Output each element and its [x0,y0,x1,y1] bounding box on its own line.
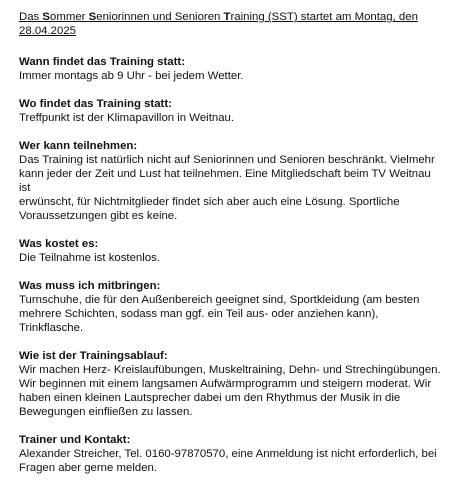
headline-initial: T [223,11,231,23]
headline-initial: S [42,11,51,23]
sections-container [19,55,445,475]
section-line: Die Teilnahme ist kostenlos. [19,252,160,264]
headline-initial: S [88,11,97,23]
section-line: haben einen kleinen Lautsprecher dabei um den Rhythmus der Musik in die [19,392,401,404]
section-line: Wir beginnen mit einem langsamen Aufwärmprogramm und steigern moderat. Wir [19,378,432,390]
section-line: Das Training ist natürlich nicht auf Seniorinnen und Senioren beschränkt. Vielmehr [19,154,435,166]
headline-date: 28.04.2025 [19,25,77,37]
section-line: mehrere Schichten, sodass man ggf. ein Teil aus- oder anziehen kann), Trinkflasche. [19,308,379,334]
section [19,237,445,265]
section-title: Wie ist der Trainingsablauf: [19,350,168,362]
section [19,433,445,475]
section-title: Was muss ich mitbringen: [19,280,161,292]
section-line: Treffpunkt ist der Klimapavillon in Weitnau. [19,112,235,124]
section [19,55,445,83]
section [19,349,445,419]
headline-text: raining (SST) startet am Montag, den [230,11,418,23]
section-title: Wo findet das Training statt: [19,98,172,110]
section [19,97,445,125]
section-line: Alexander Streicher, Tel. 0160-97870570, eine Anmeldung ist nicht erforderlich, bei [19,448,437,460]
section-line: Immer montags ab 9 Uhr - bei jedem Wetter. [19,70,244,82]
section-line: erwünscht, für Nichtmitglieder findet sich aber auch eine Lösung. Sportliche [19,196,400,208]
headline-text: ommer [50,11,89,23]
headline-line-1 [19,11,418,23]
section-title: Trainer und Kontakt: [19,434,131,446]
section-body [19,251,445,265]
headline-text: Das [19,11,43,23]
section-title: Wann findet das Training statt: [19,56,186,68]
section-body [19,293,445,335]
section-body [19,111,445,125]
section [19,139,445,223]
document-headline [19,10,445,38]
section-line: kann jeder der Zeit und Lust hat teilnehmen. Eine Mitgliedschaft beim TV Weitnau ist [19,168,431,194]
section-body [19,447,445,475]
document-page [19,10,445,489]
section-line: Bewegungen einfließen zu lassen. [19,406,193,418]
section-line: Fragen aber gerne melden. [19,462,158,474]
section-title: Was kostet es: [19,238,99,250]
section-line: Wir machen Herz- Kreislaufübungen, Muskeltraining, Dehn- und Strechingübungen. [19,364,441,376]
section-title: Wer kann teilnehmen: [19,140,138,152]
section-line: Turnschuhe, die für den Außenbereich geeignet sind, Sportkleidung (am besten [19,294,420,306]
section-body [19,69,445,83]
section-body [19,363,445,419]
section-line: Voraussetzungen gibt es keine. [19,210,178,222]
section-body [19,153,445,223]
section [19,279,445,335]
headline-text: eniorinnen und Senioren [96,11,224,23]
